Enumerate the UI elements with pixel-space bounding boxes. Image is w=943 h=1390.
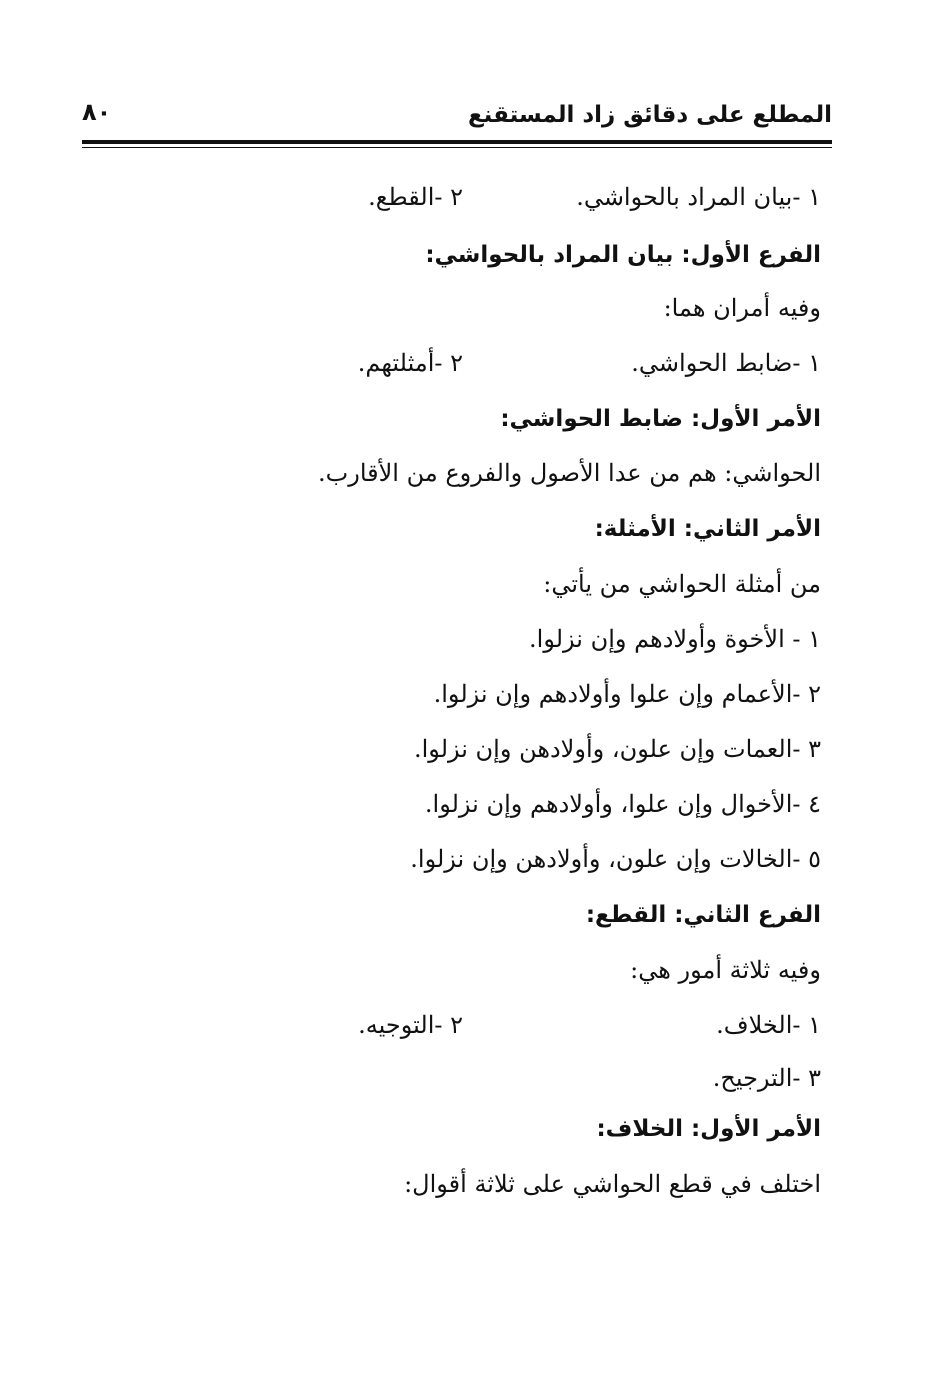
list-item: ١ -ضابط الحواشي. [631,349,821,377]
paragraph: الحواشي: هم من عدا الأصول والفروع من الأقارب. [318,459,821,487]
list-item: ١ -الخلاف. [716,1011,821,1039]
list-item: ٣ -الترجيح. [712,1064,821,1092]
list-item: ٢ -القطع. [368,183,463,211]
paragraph: من أمثلة الحواشي من يأتي: [543,570,821,598]
section-heading: الأمر الأول: ضابط الحواشي: [500,406,821,432]
list-item: ٢ -أمثلتهم. [357,349,463,377]
page-header-row [82,98,832,138]
list-item: ٢ -التوجيه. [358,1011,463,1039]
section-heading: الفرع الأول: بيان المراد بالحواشي: [425,242,821,268]
paragraph: اختلف في قطع الحواشي على ثلاثة أقوال: [404,1170,821,1198]
list-item: ٥ -الخالات وإن علون، وأولادهن وإن نزلوا. [410,845,821,873]
list-item: ١ -بيان المراد بالحواشي. [576,183,821,211]
running-title: المطلع على دقائق زاد المستقنع [467,102,832,128]
list-item: ١ - الأخوة وأولادهم وإن نزلوا. [529,625,821,653]
section-heading: الأمر الثاني: الأمثلة: [594,516,821,542]
page-number: ٨٠ [82,98,112,126]
header-rule-thick [82,140,832,144]
paragraph: وفيه أمران هما: [663,294,821,322]
section-heading: الفرع الثاني: القطع: [585,902,821,928]
section-heading: الأمر الأول: الخلاف: [596,1116,821,1142]
list-item: ٤ -الأخوال وإن علوا، وأولادهم وإن نزلوا. [424,790,821,818]
paragraph: وفيه ثلاثة أمور هي: [630,956,821,984]
header-rule-thin [82,147,832,148]
list-item: ٣ -العمات وإن علون، وأولادهن وإن نزلوا. [414,735,821,763]
list-item: ٢ -الأعمام وإن علوا وأولادهم وإن نزلوا. [433,680,821,708]
